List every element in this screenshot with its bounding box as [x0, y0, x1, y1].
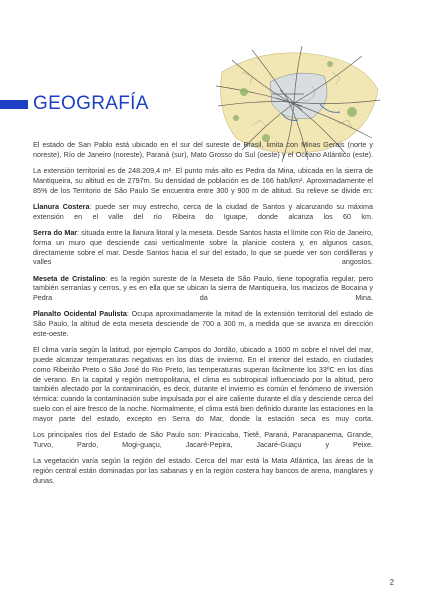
- paragraph-lead: Meseta de Cristalino: [33, 273, 106, 283]
- paragraph-text: : es la región sureste de la Meseta de São Paulo, tiene topografía regular, pero también serranías y cerros, y es en ella que se ubican la sierra de Mantiqueira, los macizos de Bocaina y Pedra da Mina.: [33, 273, 373, 303]
- paragraph-lead: Planalto Ocidental Paulista: [33, 309, 127, 319]
- paragraph-meseta-cristalino: [33, 274, 373, 303]
- paragraph-llanura-costera: [33, 202, 373, 222]
- paragraph-planalto-ocidental: [33, 309, 373, 338]
- page-heading: GEOGRAFÍA: [33, 93, 149, 114]
- paragraph-vegetation: [33, 456, 373, 485]
- paragraph-text: : situada entre la llanura litoral y la meseta. Desde Santos hasta el límite con Río de Janeiro, forma un muro que desciende casi verticalmente sobre la planicie costera y, en algunos casos, directamente sobre el mar. Desde Santos hacia el sur del estado, lo que se puede ver son cordilleras y valles angostos.: [33, 227, 373, 267]
- paragraph-text: : puede ser muy estrecho, cerca de la ciudad de Santos y alcanzando su máxima extensión en el valle del río Ribeira do Iguape, donde alcanza los 60 km.: [33, 201, 373, 221]
- paragraph-climate: [33, 345, 373, 423]
- paragraph-territory: [33, 166, 373, 195]
- paragraph-lead: Llanura Costera: [33, 201, 90, 211]
- paragraph-text: : Ocupa aproximadamente la mitad de la extensión territorial del estado de São Paulo, la altitud de esta meseta desciende de 700 a 300 m, a medida que se avanza en dirección este-oeste.: [33, 309, 374, 338]
- page-number: 2: [389, 578, 394, 587]
- body-text: [33, 140, 373, 492]
- paragraph-rivers: [33, 430, 373, 450]
- paragraph-text: El estado de San Pablo está ubicado en el sur del sureste de Brasil, limita con Minas Gerais (norte y noreste), Río de Janeiro (noreste), Paraná (sur), Mato Grosso do Sul (oeste) y el Océano Atlántico (este).: [33, 140, 373, 159]
- paragraph-serra-do-mar: [33, 228, 373, 267]
- paragraph-text: Los principales ríos del Estado de São Paulo son: Piracicaba, Tietê, Paraná, Paranapanema, Grande, Turvo, Pardo, Mogi-guaçu, Jacaré-Pepira, Jacaré-Guaçu y Peixe.: [33, 430, 373, 449]
- heading-accent-bar: [0, 100, 28, 109]
- paragraph-text: La vegetación varía según la región del estado. Cerca del mar está la Mata Atlántica, las áreas de la región central están dominadas por las sabanas y en la región costera hay bancos de arena, manglares y dunas.: [33, 456, 373, 485]
- paragraph-lead: Serra do Mar: [33, 227, 78, 237]
- paragraph-text: La extensión territorial es de 248.209,4 m². El punto más alto es Pedra da Mina, ubicada en la sierra de Mantiqueira, su altitud es de 2797m. Su densidad de población es de 166 hab/km². Aproximadamente el 85% de los Territorio de São Paulo Se encuentra entre 300 y 900 m de altitud. Su relieve se divide en:: [33, 166, 373, 195]
- paragraph-location: [33, 140, 373, 160]
- paragraph-text: El clima varía según la latitud, por ejemplo Campos do Jordão, ubicado a 1600 m sobre el nivel del mar, puede alcanzar temperaturas negativas en los días de invierno. En el interior del estado, en ciudades como Ribeirão Preto o São José do Rio Preto, las temperaturas superan fácilmente los 33ºC en los días de verano. En la capital y región metropolitana, el clima es subtropical influenciado por la altitud, pero también afectado por la contaminación, es decir, durante el invierno es común el fenómeno de inversión térmica: cuando la contaminación sube impulsada por el aire caliente durante el día y desciende cerca del suelo con el aire fresco de la noche. Normalmente, el clima está bien definido durante las estaciones en la mayor parte del estado, excepto en Serra do Mar, donde la estación seca es muy corta.: [33, 345, 373, 423]
